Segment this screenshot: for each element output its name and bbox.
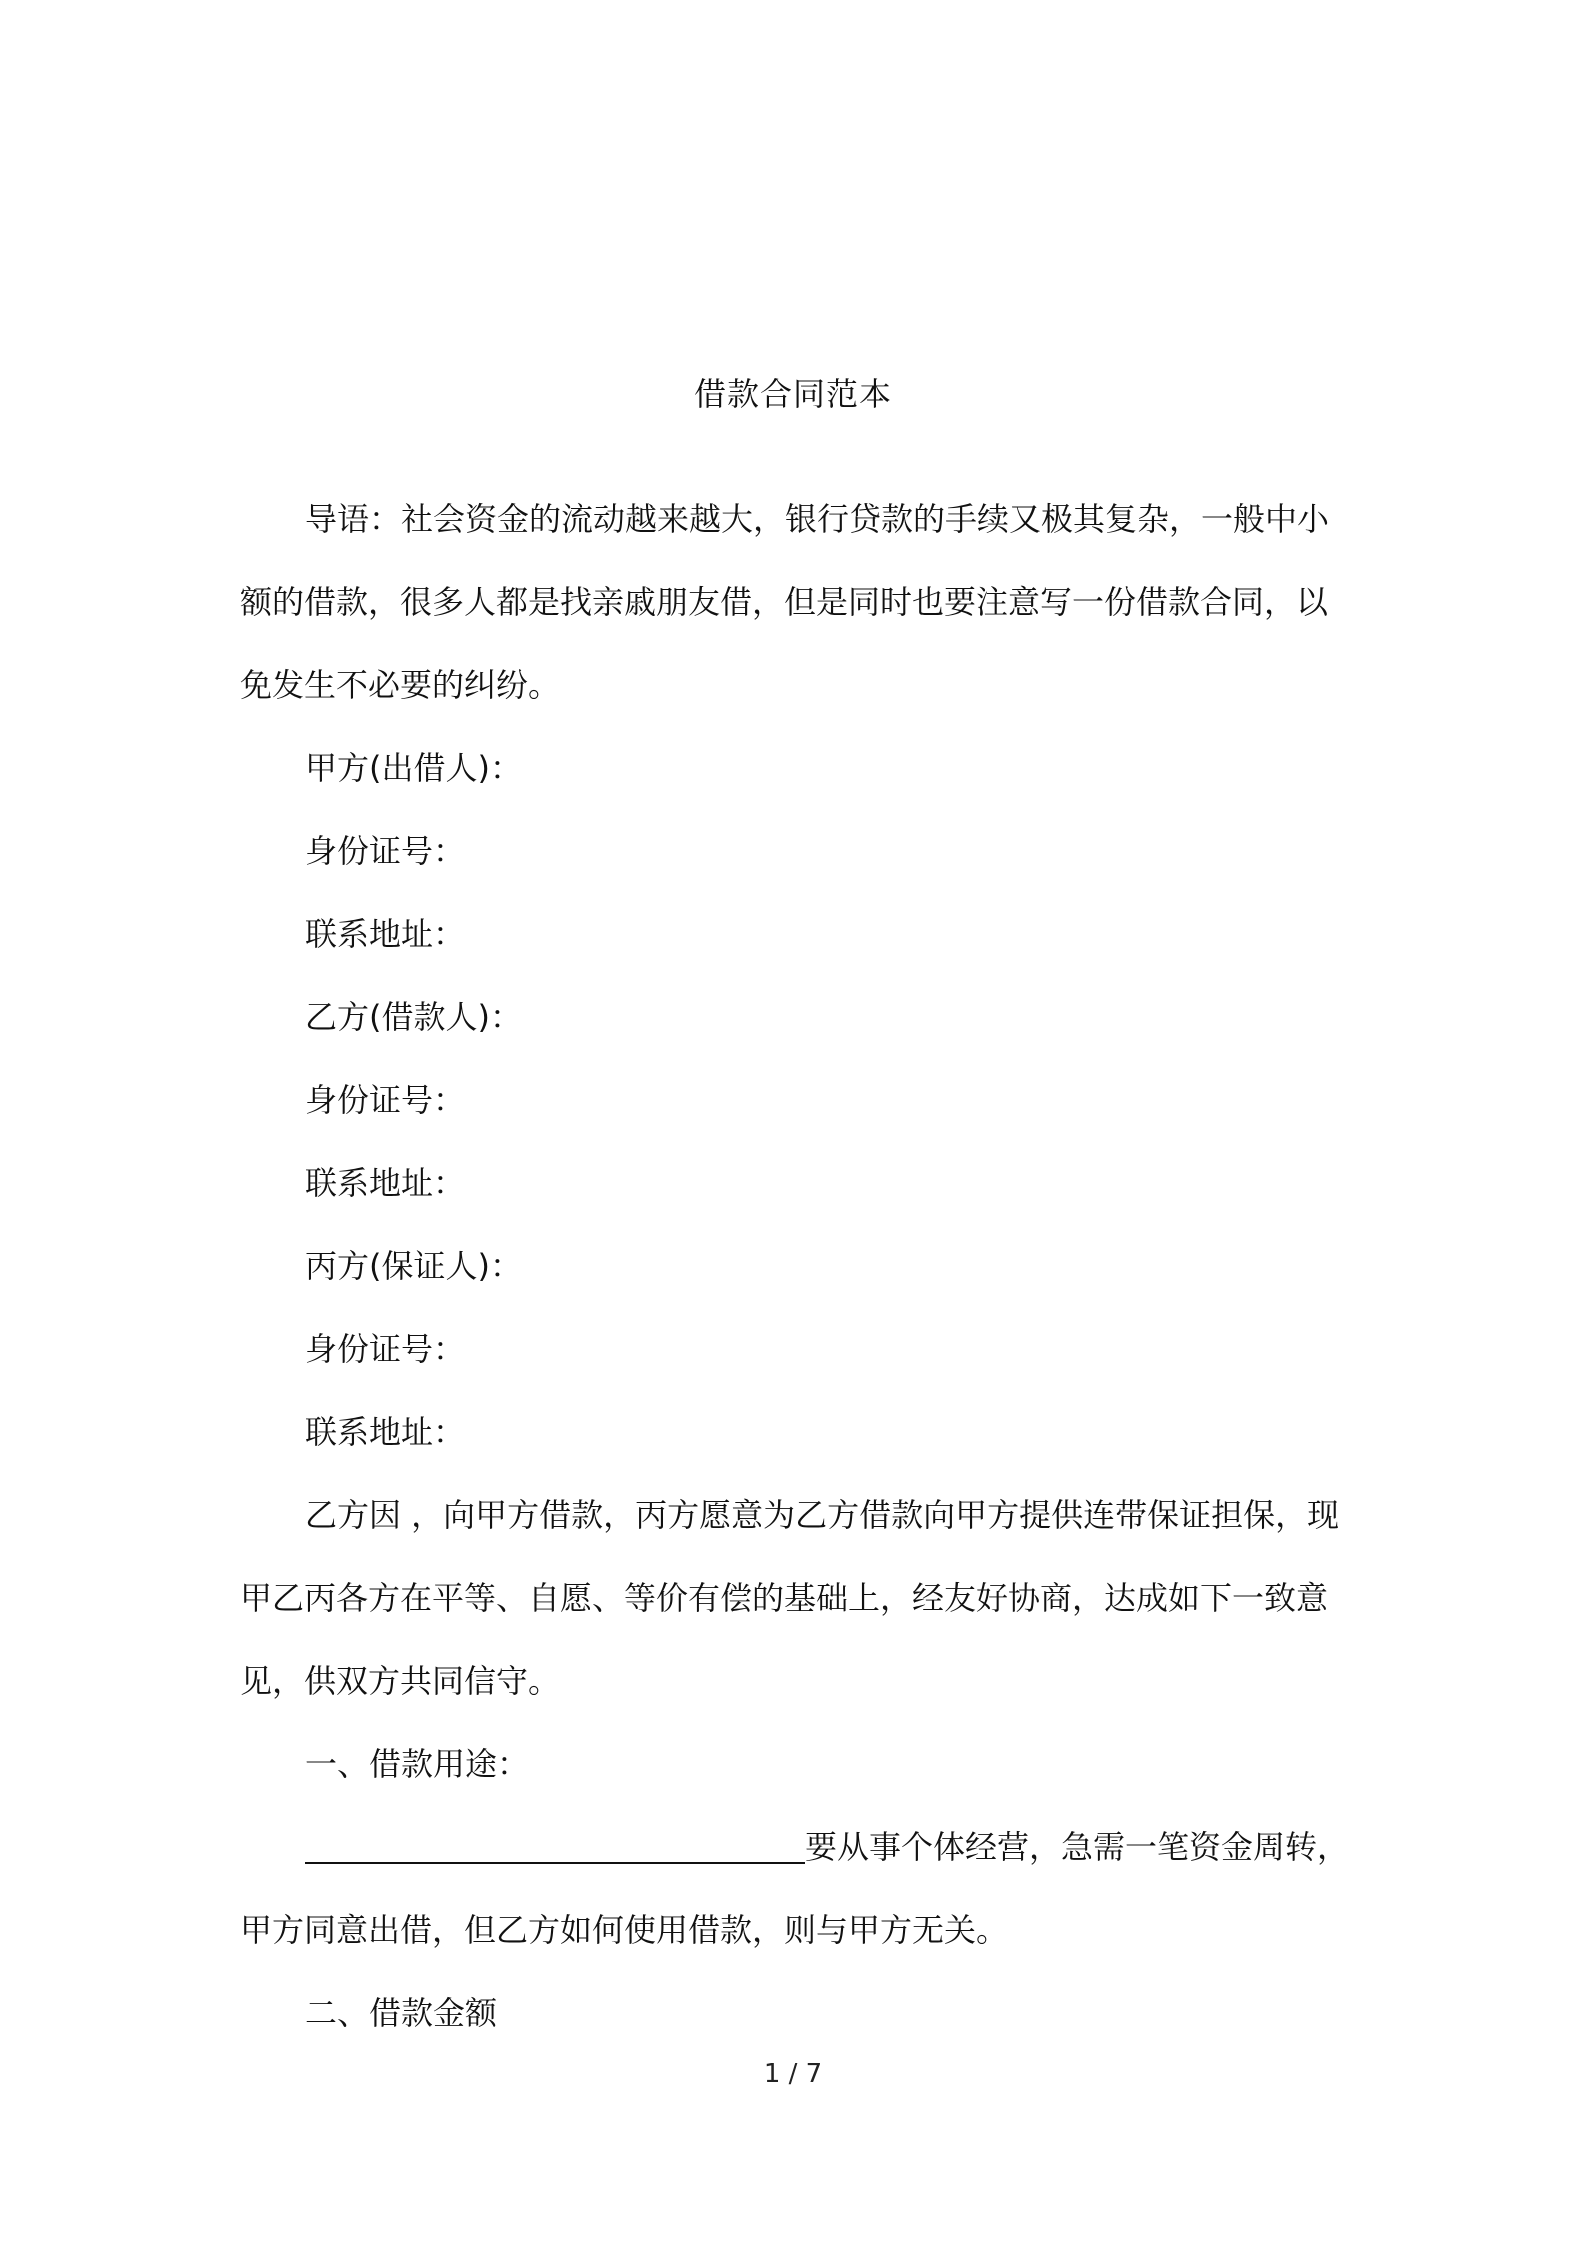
section2-heading: 二、借款金额 (305, 1994, 498, 2032)
document-body (240, 478, 1350, 2055)
section1-continuation: 甲方同意出借，但乙方如何使用借款，则与甲方无关。 (240, 1911, 1009, 1949)
party-b-address-label: 联系地址： (305, 1164, 466, 1202)
agreement-paragraph: 乙方因 ，向甲方借款，丙方愿意为乙方借款向甲方提供连带保证担保，现甲乙丙各方在平等、自愿、等价有偿的基础上，经友好协商，达成如下一致意见，供双方共同信守。 (240, 1496, 1340, 1700)
document-title: 借款合同范本 (693, 375, 892, 413)
party-a-id-label: 身份证号： (305, 832, 466, 870)
section1-heading: 一、借款用途： (305, 1745, 530, 1783)
page-indicator: 1 / 7 (763, 2059, 823, 2089)
party-b-label: 乙方(借款人)： (305, 998, 522, 1036)
party-b-id-label: 身份证号： (305, 1081, 466, 1119)
section1-fill-text: 要从事个体经营，急需一笔资金周转， (805, 1828, 1350, 1866)
party-a-label: 甲方(出借人)： (305, 749, 522, 787)
party-c-id-label: 身份证号： (305, 1330, 466, 1368)
party-c-label: 丙方(保证人)： (305, 1247, 522, 1285)
blank-underline (305, 1826, 805, 1864)
party-a-address-label: 联系地址： (305, 915, 466, 953)
section1-fill-line (240, 1806, 1350, 1889)
party-c-address-label: 联系地址： (305, 1413, 466, 1451)
intro-paragraph: 导语：社会资金的流动越来越大，银行贷款的手续又极其复杂，一般中小额的借款，很多人都是找亲戚朋友借，但是同时也要注意写一份借款合同，以免发生不必要的纠纷。 (240, 500, 1330, 704)
